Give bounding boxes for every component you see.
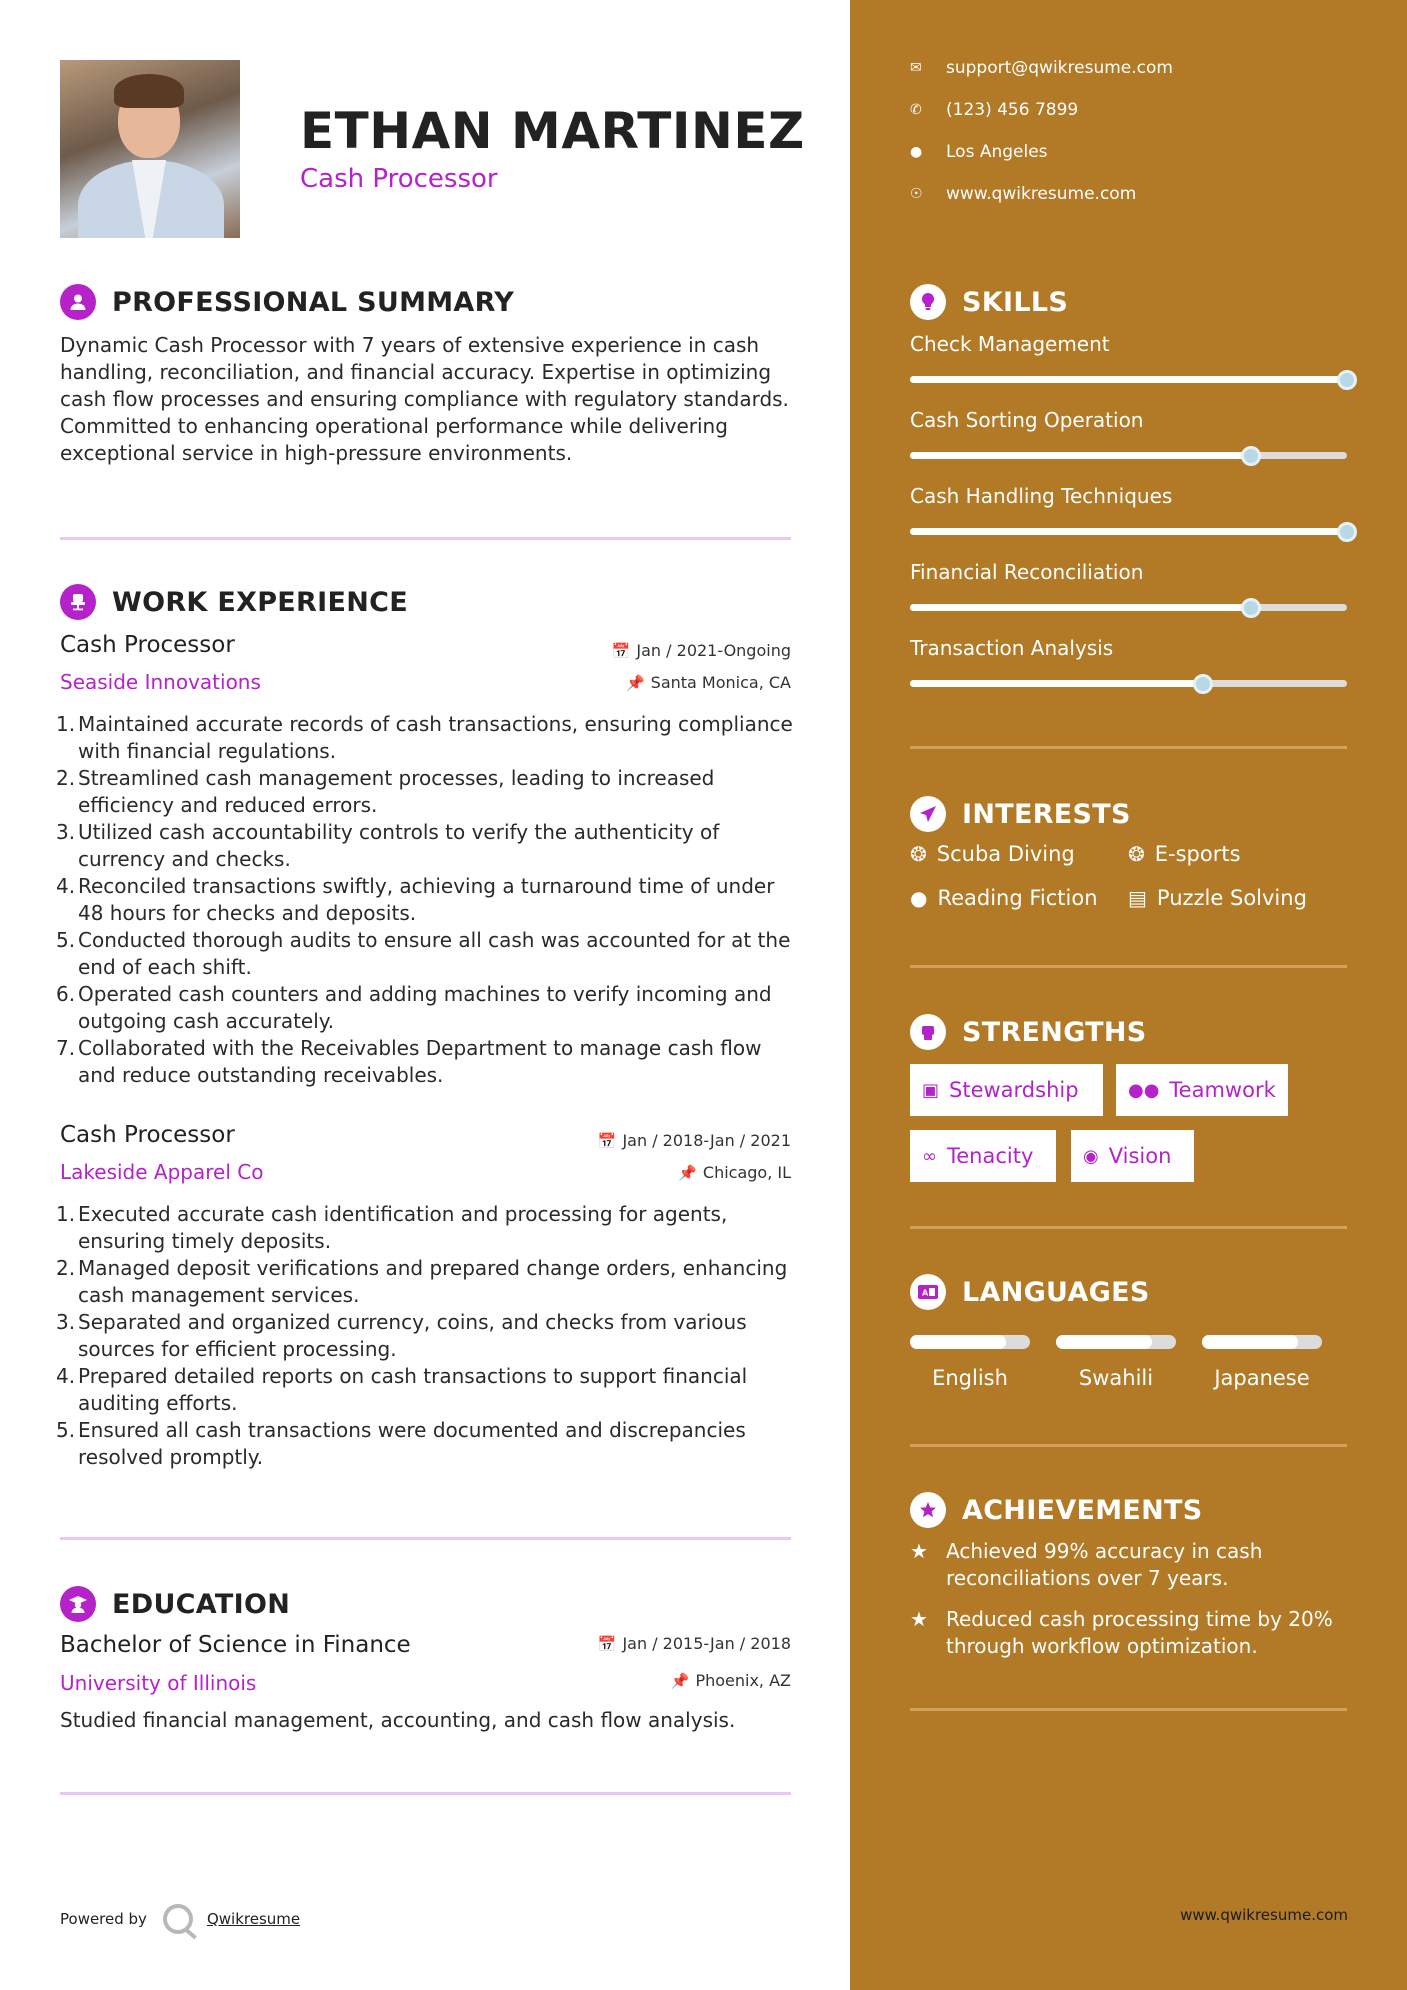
star-icon: ★ xyxy=(910,1607,928,1631)
divider xyxy=(60,1792,791,1795)
experience-heading: WORK EXPERIENCE xyxy=(60,584,408,620)
job-dates: 📅 Jan / 2018-Jan / 2021 xyxy=(597,1131,791,1150)
language-level-bar xyxy=(1202,1335,1322,1349)
skill-level-fill xyxy=(910,452,1251,459)
list-item: 6. Operated cash counters and adding machines to verify incoming and outgoing cash accurately. xyxy=(56,982,772,1033)
skill-level-knob xyxy=(1241,598,1261,618)
job-bullets xyxy=(56,711,800,1089)
fist-icon xyxy=(910,1014,946,1050)
translate-icon xyxy=(910,1274,946,1310)
skill-level-fill xyxy=(910,528,1347,535)
skill-label: Cash Handling Techniques xyxy=(910,484,1173,508)
education-description: Studied financial management, accounting, and cash flow analysis. xyxy=(60,1708,736,1732)
profile-photo xyxy=(60,60,240,238)
phone-icon: ✆ xyxy=(910,102,922,118)
qwikresume-link[interactable]: Qwikresume xyxy=(206,1910,301,1928)
footer-site[interactable]: www.qwikresume.com xyxy=(1180,1906,1348,1924)
calendar-icon: 📅 xyxy=(597,1635,617,1653)
skill-label: Financial Reconciliation xyxy=(910,560,1144,584)
skill-level-bar xyxy=(910,680,1347,687)
language-label: English xyxy=(932,1366,1008,1390)
language-level-bar xyxy=(910,1335,1030,1349)
school-name: University of Illinois xyxy=(60,1671,257,1695)
contact-email[interactable]: ✉ support@qwikresume.com xyxy=(910,58,1173,78)
skill-level-knob xyxy=(1337,522,1357,542)
skill-level-knob xyxy=(1337,370,1357,390)
skill-level-fill xyxy=(910,604,1251,611)
education-dates: 📅 Jan / 2015-Jan / 2018 xyxy=(597,1634,791,1653)
company-name: Seaside Innovations xyxy=(60,670,261,694)
powered-by: Powered by Qwikresume xyxy=(60,1904,300,1934)
contact-location: ● Los Angeles xyxy=(910,142,1048,162)
skill-level-bar xyxy=(910,528,1347,535)
contact-website[interactable]: ☉ www.qwikresume.com xyxy=(910,184,1137,204)
candidate-title: Cash Processor xyxy=(300,164,498,194)
list-item: 2. Managed deposit verifications and prepared change orders, enhancing cash management services. xyxy=(56,1256,788,1307)
company-name: Lakeside Apparel Co xyxy=(60,1160,264,1184)
list-item: 7. Collaborated with the Receivables Department to manage cash flow and reduce outstanding receivables. xyxy=(56,1036,762,1087)
language-label: Swahili xyxy=(1078,1366,1154,1390)
divider xyxy=(910,1226,1347,1229)
svg-text:A: A xyxy=(922,1288,929,1298)
strength-badge: ◉ Vision xyxy=(1071,1130,1194,1182)
list-item: 1. Executed accurate cash identification and processing for agents, ensuring timely deposits. xyxy=(56,1202,728,1253)
summary-text: Dynamic Cash Processor with 7 years of extensive experience in cash handling, reconciliation, and financial accuracy. Expertise in optimizing cash flow processes and ensuring compliance with regulatory standards. Committed to enhancing operational performance while delivering exceptional service in high-pressure environments. xyxy=(60,333,789,465)
job-title: Cash Processor xyxy=(60,632,235,658)
list-item: 2. Streamlined cash management processes, leading to increased efficiency and reduced errors. xyxy=(56,766,715,817)
list-item: 3. Utilized cash accountability controls to verify the authenticity of currency and checks. xyxy=(56,820,720,871)
globe-icon: ☉ xyxy=(910,186,923,202)
skill-label: Cash Sorting Operation xyxy=(910,408,1144,432)
degree-title: Bachelor of Science in Finance xyxy=(60,1632,411,1658)
pin-icon: 📌 xyxy=(670,1672,690,1690)
link-icon: ∞ xyxy=(922,1145,937,1167)
list-item: 4. Prepared detailed reports on cash transactions to support financial auditing efforts. xyxy=(56,1364,748,1415)
divider xyxy=(910,1444,1347,1447)
lifebuoy-icon: ❂ xyxy=(910,842,927,866)
skill-level-fill xyxy=(910,680,1203,687)
skill-level-knob xyxy=(1241,446,1261,466)
skill-level-bar xyxy=(910,604,1347,611)
job-location: 📌 Chicago, IL xyxy=(678,1163,791,1182)
job-bullets xyxy=(56,1201,800,1471)
language-level-fill xyxy=(1056,1335,1152,1349)
job-title: Cash Processor xyxy=(60,1122,235,1148)
interest-item: ● Reading Fiction xyxy=(910,886,1098,910)
calendar-icon: 📅 xyxy=(611,642,631,660)
achievements-heading: ACHIEVEMENTS xyxy=(910,1492,1203,1528)
envelope-icon: ✉ xyxy=(910,60,922,76)
divider xyxy=(910,1708,1347,1711)
star-icon: ★ xyxy=(910,1539,928,1563)
skill-level-fill xyxy=(910,376,1347,383)
language-level-bar xyxy=(1056,1335,1176,1349)
interests-heading: INTERESTS xyxy=(910,796,1131,832)
briefcase-icon: ▣ xyxy=(922,1079,940,1101)
skill-label: Transaction Analysis xyxy=(910,636,1114,660)
paper-plane-icon xyxy=(910,796,946,832)
list-item: 3. Separated and organized currency, coins, and checks from various sources for efficient processing. xyxy=(56,1310,747,1361)
interest-item: ❂ Scuba Diving xyxy=(910,842,1075,866)
candidate-name: ETHAN MARTINEZ xyxy=(300,102,805,160)
skill-level-bar xyxy=(910,452,1347,459)
binoculars-icon: ◉ xyxy=(1083,1145,1099,1167)
skill-level-bar xyxy=(910,376,1347,383)
lifebuoy-icon: ❂ xyxy=(1128,842,1145,866)
strength-badge: ∞ Tenacity xyxy=(910,1130,1056,1182)
star-badge-icon xyxy=(910,1492,946,1528)
book-icon: ▤ xyxy=(1128,886,1147,910)
lightbulb-icon xyxy=(910,284,946,320)
chair-icon xyxy=(60,584,96,620)
summary-heading: PROFESSIONAL SUMMARY xyxy=(60,284,514,320)
calendar-icon: 📅 xyxy=(597,1132,617,1150)
contact-phone[interactable]: ✆ (123) 456 7899 xyxy=(910,100,1079,120)
strengths-heading: STRENGTHS xyxy=(910,1014,1147,1050)
list-item: 5. Conducted thorough audits to ensure all cash was accounted for at the end of each shift. xyxy=(56,928,791,979)
achievement-item: ★ Achieved 99% accuracy in cash reconciliations over 7 years. xyxy=(910,1539,1263,1590)
divider xyxy=(910,746,1347,749)
languages-heading: A LANGUAGES xyxy=(910,1274,1150,1310)
list-item: 4. Reconciled transactions swiftly, achieving a turnaround time of under 48 hours for checks and deposits. xyxy=(56,874,775,925)
divider xyxy=(60,537,791,540)
language-level-fill xyxy=(910,1335,1006,1349)
qwikresume-logo-icon xyxy=(163,1904,193,1934)
divider xyxy=(60,1537,791,1540)
strength-badge: ●● Teamwork xyxy=(1116,1064,1288,1116)
skill-label: Check Management xyxy=(910,332,1110,356)
language-level-fill xyxy=(1202,1335,1298,1349)
pin-icon: 📌 xyxy=(625,674,645,692)
interest-item: ▤ Puzzle Solving xyxy=(1128,886,1307,910)
achievement-item: ★ Reduced cash processing time by 20% through workflow optimization. xyxy=(910,1607,1333,1658)
divider xyxy=(910,965,1347,968)
sidebar xyxy=(850,0,1407,1990)
list-item: 1. Maintained accurate records of cash transactions, ensuring compliance with financial regulations. xyxy=(56,712,793,763)
list-item: 5. Ensured all cash transactions were documented and discrepancies resolved promptly. xyxy=(56,1418,746,1469)
map-marker-icon: ● xyxy=(910,144,923,160)
skill-level-knob xyxy=(1193,674,1213,694)
job-location: 📌 Santa Monica, CA xyxy=(625,673,791,692)
pin-icon: 📌 xyxy=(678,1164,697,1182)
interest-item: ❂ E-sports xyxy=(1128,842,1241,866)
graduate-icon xyxy=(60,1586,96,1622)
education-location: 📌 Phoenix, AZ xyxy=(670,1671,791,1690)
gamepad-icon: ● xyxy=(910,886,928,910)
skills-heading: SKILLS xyxy=(910,284,1068,320)
language-label: Japanese xyxy=(1214,1366,1310,1390)
education-heading: EDUCATION xyxy=(60,1586,290,1622)
users-icon: ●● xyxy=(1128,1079,1160,1101)
user-icon xyxy=(60,284,96,320)
job-dates: 📅 Jan / 2021-Ongoing xyxy=(611,641,791,660)
strength-badge: ▣ Stewardship xyxy=(910,1064,1103,1116)
